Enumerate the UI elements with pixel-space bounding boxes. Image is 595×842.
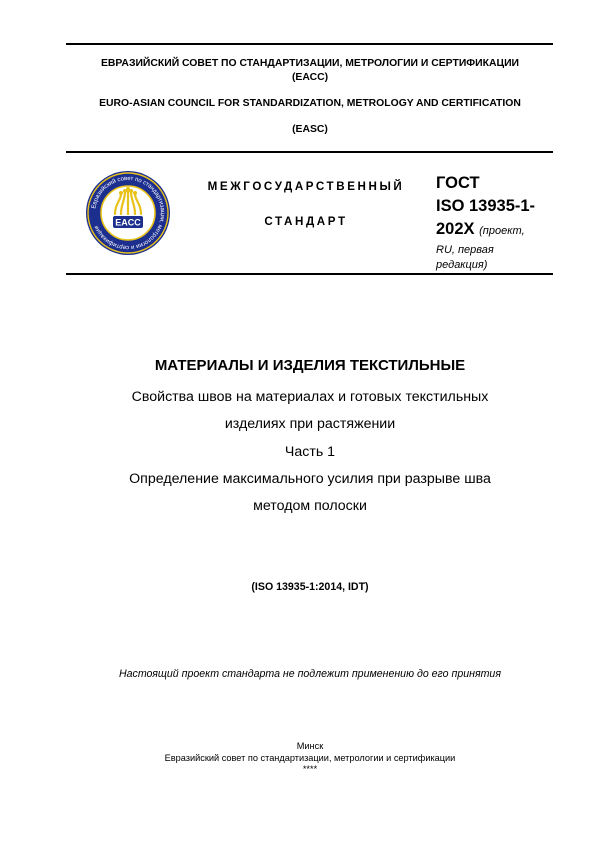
- subtitle-line4: методом полоски: [253, 498, 367, 514]
- footer-publisher: Евразийский совет по стандартизации, метрологии и сертификации: [164, 753, 456, 763]
- box-rule: [66, 273, 553, 275]
- interstate-label: МЕЖГОСУДАРСТВЕННЫЙ: [207, 180, 405, 193]
- subtitle-line2: изделиях при растяжении: [224, 416, 396, 432]
- gost-status-a: (проект,: [479, 225, 525, 237]
- logo-ring-text: Евразийский совет по стандартизации, метрологии и сертификации: [91, 175, 166, 251]
- council-abbr-en: (EASC): [292, 124, 328, 135]
- gost-number-line1: ISO 13935-1-: [436, 197, 536, 215]
- page-title: МАТЕРИАЛЫ И ИЗДЕЛИЯ ТЕКСТИЛЬНЫЕ: [154, 357, 466, 374]
- footer-year: ****: [302, 764, 318, 774]
- gost-label: ГОСТ: [436, 174, 480, 192]
- gost-designation: [436, 172, 556, 273]
- header-rule: [66, 151, 553, 153]
- subtitle-line1: Свойства швов на материалах и готовых текстильных: [131, 389, 489, 405]
- iso-reference: (ISO 13935-1:2014, IDT): [251, 581, 369, 593]
- subtitle-line3: Определение максимального усилия при разрыве шва: [129, 471, 491, 487]
- standard-label: СТАНДАРТ: [264, 215, 348, 228]
- footer-city: Минск: [296, 741, 324, 751]
- council-name-ru: ЕВРАЗИЙСКИЙ СОВЕТ ПО СТАНДАРТИЗАЦИИ, МЕТРОЛОГИИ И СЕРТИФИКАЦИИ: [100, 58, 520, 69]
- gost-status-b: RU, первая: [436, 244, 494, 256]
- draft-notice: Настоящий проект стандарта не подлежит применению до его принятия: [119, 668, 501, 680]
- gost-number-line2: 202X: [436, 220, 475, 238]
- gost-number-line2-wrap: [436, 218, 556, 243]
- gost-status-c: редакция): [436, 259, 488, 271]
- council-abbr-ru: (ЕАСС): [291, 72, 329, 83]
- council-name-en: EURO-ASIAN COUNCIL FOR STANDARDIZATION, METROLOGY AND CERTIFICATION: [99, 98, 521, 109]
- easc-logo: [85, 170, 171, 256]
- top-rule: [66, 43, 553, 45]
- logo-center-text: EACC: [115, 217, 141, 228]
- part-number: Часть 1: [284, 444, 336, 460]
